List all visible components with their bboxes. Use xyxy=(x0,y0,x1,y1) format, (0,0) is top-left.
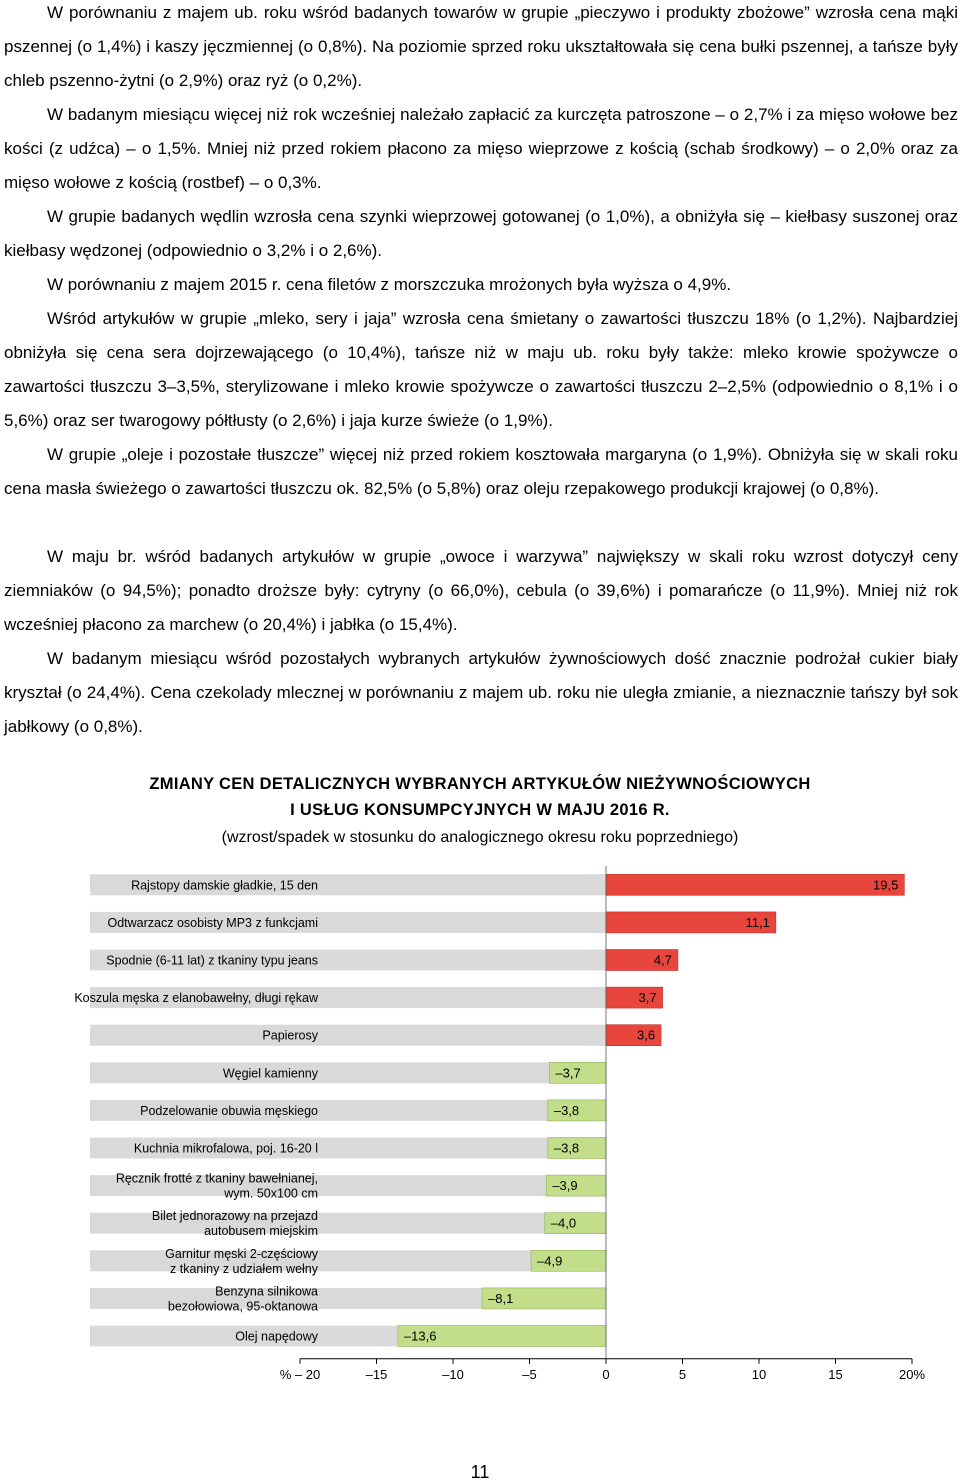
category-label: Papierosy xyxy=(262,1028,318,1043)
data-label: 19,5 xyxy=(873,877,899,893)
x-tick-label: –5 xyxy=(522,1366,537,1382)
x-tick-label: –10 xyxy=(442,1366,464,1382)
x-tick-label: 20% xyxy=(898,1366,926,1382)
paragraph: W grupie badanych wędlin wzrosła cena szynki wieprzowej gotowanej (o 1,0%), a obniżyła się – kiełbasy suszonej oraz kiełbasy wędzonej (odpowiednio o 3,2% i o 2,6%). xyxy=(4,207,958,260)
data-label: 3,7 xyxy=(638,990,657,1006)
category-label: Spodnie (6-11 lat) z tkaniny typu jeans xyxy=(106,953,318,968)
category-label: Koszula męska z elanobawełny, długi rękaw xyxy=(74,991,318,1006)
paragraph: Wśród artykułów w grupie „mleko, sery i jaja” wzrosła cena śmietany o zawartości tłuszczu 18% (o 1,2%). Najbardziej obniżyła się cena sera dojrzewającego (o 10,4%), tańsze niż w maju ub. roku były także: mleko krowie spożywcze o zawartości tłuszczu 3–3,5%, sterylizowane i mleko krowie spożywcze o zawartości tłuszczu 2–2,5% (odpowiednio o 8,1% i o 5,6%) oraz ser twarogowy półtłusty (o 2,6%) i jaja kurze świeże (o 1,9%). xyxy=(4,309,958,430)
paragraph: W maju br. wśród badanych artykułów w grupie „owoce i warzywa” największy w skali roku wzrost dotyczył ceny ziemniaków (o 94,5%); ponadto droższe były: cytryny (o 66,0%), cebula (o 39,6%) i pomarańcze (o 11,9%). Mniej niż rok wcześniej płacono za marchew (o 20,4%) i jabłka (o 15,4%). xyxy=(4,547,958,634)
category-label: Garnitur męski 2-częściowy xyxy=(165,1246,318,1261)
chart-title: ZMIANY CEN DETALICZNYCH WYBRANYCH ARTYKUŁÓW NIEŻYWNOŚCIOWYCH xyxy=(149,775,811,793)
x-tick-label: 15 xyxy=(828,1366,843,1382)
category-label: Ręcznik frotté z tkaniny bawełnianej, xyxy=(115,1171,318,1186)
x-tick-label: 5 xyxy=(678,1366,687,1382)
category-label: Olej napędowy xyxy=(235,1329,318,1344)
category-label: Kuchnia mikrofalowa, poj. 16-20 l xyxy=(133,1141,318,1156)
paragraph: W grupie „oleje i pozostałe tłuszcze” więcej niż przed rokiem kosztowała margaryna (o 1,9%). Obniżyła się w skali roku cena masła świeżego o zawartości tłuszczu ok. 82,5% (o 5,8%) oraz oleju rzepakowego produkcji krajowej (o 0,8%). xyxy=(4,445,958,498)
data-label: 3,6 xyxy=(637,1027,656,1043)
category-label: Podzelowanie obuwia męskiego xyxy=(140,1103,318,1118)
x-tick-label: 0 xyxy=(602,1366,610,1382)
data-label: –4,0 xyxy=(550,1215,577,1231)
data-label: –3,8 xyxy=(553,1140,580,1156)
data-label: –8,1 xyxy=(488,1290,514,1306)
chart-title: I USŁUG KONSUMPCYJNYCH W MAJU 2016 R. xyxy=(290,801,670,819)
page-number: 11 xyxy=(470,1462,490,1482)
category-label: z tkaniny z udziałem wełny xyxy=(170,1261,318,1276)
x-tick-label: 10 xyxy=(751,1366,767,1382)
category-label: Benzyna silnikowa xyxy=(215,1284,318,1299)
x-tick-label: % – 20 xyxy=(279,1366,321,1382)
bar-chart xyxy=(0,860,960,1420)
data-label: –3,9 xyxy=(552,1178,578,1194)
category-stripe xyxy=(90,1062,549,1083)
data-label: –3,8 xyxy=(553,1102,580,1118)
category-label: Węgiel kamienny xyxy=(222,1066,318,1081)
paragraph: W porównaniu z majem ub. roku wśród badanych towarów w grupie „pieczywo i produkty zbożowe” wzrosła cena mąki pszennej (o 1,4%) i kaszy jęczmiennej (o 0,8%). Na poziomie sprzed roku ukształtowała się cena bułki pszennej, a tańsze były chleb pszenno-żytni (o 2,9%) oraz ryż (o 0,2%). xyxy=(4,3,958,90)
chart-subtitle: (wzrost/spadek w stosunku do analogicznego okresu roku poprzedniego) xyxy=(221,829,739,846)
category-label: autobusem miejskim xyxy=(204,1224,318,1239)
category-label: Rajstopy damskie gładkie, 15 den xyxy=(131,878,318,893)
paragraph: W badanym miesiącu wśród pozostałych wybranych artykułów żywnościowych dość znacznie podrożał cukier biały kryształ (o 24,4%). Cena czekolady mlecznej w porównaniu z majem ub. roku nie uległa zmianie, a nieznacznie tańszy był sok jabłkowy (o 0,8%). xyxy=(4,649,958,736)
x-tick-label: –15 xyxy=(365,1366,388,1382)
paragraph: W badanym miesiącu więcej niż rok wcześniej należało zapłacić za kurczęta patroszone – o 2,7% i za mięso wołowe bez kości (z udźca) – o 1,5%. Mniej niż przed rokiem płacono za mięso wieprzowe z kością (schab środkowy) – o 2,0% oraz za mięso wołowe z kością (rostbef) – o 0,3%. xyxy=(4,105,958,192)
paragraph: W porównaniu z majem 2015 r. cena filetów z morszczuka mrożonych była wyższa o 4,9%. xyxy=(47,275,732,294)
data-label: –4,9 xyxy=(537,1253,563,1269)
category-stripe xyxy=(90,1025,661,1046)
category-label: Odtwarzacz osobisty MP3 z funkcjami xyxy=(107,915,318,930)
bar xyxy=(606,874,904,895)
category-label: wym. 50x100 cm xyxy=(224,1186,318,1201)
data-label: 11,1 xyxy=(745,914,770,930)
category-label: Bilet jednorazowy na przejazd xyxy=(151,1209,318,1224)
category-label: bezołowiowa, 95-oktanowa xyxy=(167,1299,318,1314)
data-label: 4,7 xyxy=(653,952,672,968)
data-label: –13,6 xyxy=(403,1328,437,1344)
data-label: –3,7 xyxy=(555,1065,581,1081)
